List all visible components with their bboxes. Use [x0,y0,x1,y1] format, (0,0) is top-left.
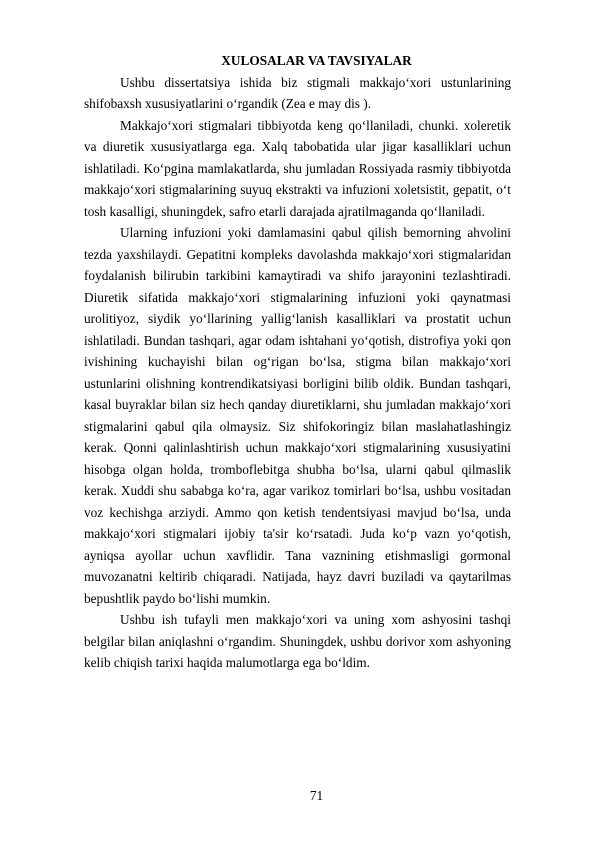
page-number: 71 [309,788,324,803]
document-page [84,50,511,674]
paragraph-contraindications: Ularning infuzioni yoki damlamasini qabul qilish bemorning ahvolini tezda yaxshilaydi. Gepatitni kompleks davolashda makkajo‘xori stigmalaridan foydalanish bilirubin tarkibini kamaytiradi va shifo jarayonini tezlashtiradi. Diuretik sifatida makkajo‘xori stigmalarining infuzioni yoki qaynatmasi urolitiyoz, siydik yo‘llarining yallig‘lanish kasalliklari va prostatit uchun ishlatiladi. Bundan tashqari, agar odam ishtahani yo‘qotish, distrofiya yoki qon ivishining kuchayishi bilan og‘rigan bo‘lsa, stigma bilan makkajo‘xori ustunlarini olishning kontrendikatsiyasi borligini bilib oldik. Bundan tashqari, kasal buyraklar bilan siz hech qanday diuretiklarni, shu jumladan makkajo‘xori stigmalarini qabul qila olmaysiz. Siz shifokoringiz bilan maslahatlashingiz kerak. Qonni qalinlashtirish uchun makkajo‘xori stigmalarining xususiyatini hisobga olgan holda, tromboflebitga shubha bo‘lsa, ularni qabul qilmaslik kerak. Xuddi shu sababga ko‘ra, agar varikoz tomirlari bo‘lsa, ushbu vositadan voz kechishga arziydi. Ammo qon ketish tendentsiyasi mavjud bo‘lsa, unda makkajo‘xori stigmalari ijobiy ta'sir ko‘rsatadi. Juda ko‘p vazn yo‘qotish, ayniqsa ayollar uchun xavflidir. Tana vaznining etishmasligi gormonal muvozanatni keltirib chiqaradi. Natijada, hayz davri buziladi va qaytarilmas bepushtlik paydo bo‘lishi mumkin. [84,225,511,606]
section-title: XULOSALAR VA TAVSIYALAR [221,53,412,68]
paragraph-conclusion: Ushbu ish tufayli men makkajo‘xori va uning xom ashyosini tashqi belgilar bilan aniqlashni o‘rgandim. Shuningdek, ushbu dorivor xom ashyoning kelib chiqish tarixi haqida malumotlarga ega bo‘ldim. [84,612,511,670]
paragraph-intro: Ushbu dissertatsiya ishida biz stigmali makkajo‘xori ustunlarining shifobaxsh xususiyatlarini o‘rgandik (Zea e may dis ). [84,74,511,111]
paragraph-medical-use: Makkajo‘xori stigmalari tibbiyotda keng qo‘llaniladi, chunki. xoleretik va diuretik xususiyatlarga ega. Xalq tabobatida ular jigar kasalliklari uchun ishlatiladi. Ko‘pgina mamlakatlarda, shu jumladan Rossiyada rasmiy tibbiyotda makkajo‘xori stigmalarining suyuq ekstrakti va infuzioni xoletsistit, gepatit, o‘t tosh kasalligi, shuningdek, safro etarli darajada ajratilmaganda qo‘llaniladi. [84,117,511,219]
